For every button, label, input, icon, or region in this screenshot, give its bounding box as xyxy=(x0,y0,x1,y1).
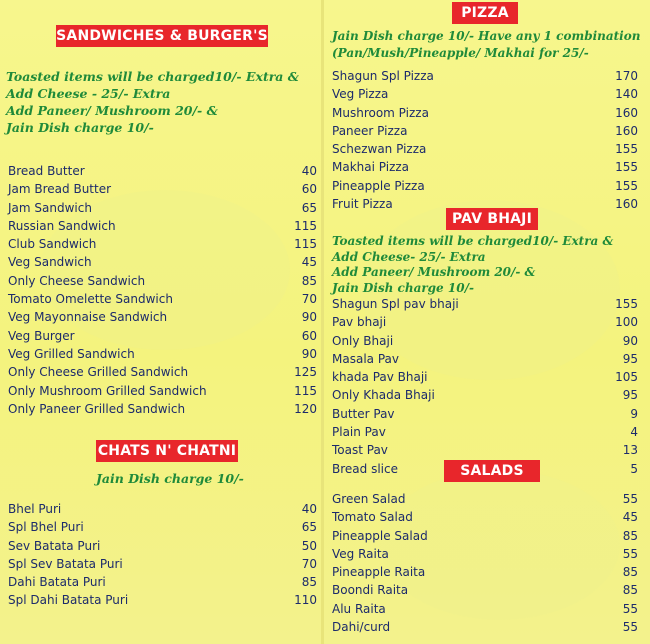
item-price: 55 xyxy=(622,620,638,635)
item-price: 65 xyxy=(301,520,317,535)
menu-item xyxy=(332,563,638,581)
menu-item xyxy=(332,423,638,441)
note-line: Jain Dish charge 10/- xyxy=(6,120,154,135)
item-name: Toast Pav xyxy=(332,443,388,458)
chats-note: Jain Dish charge 10/- xyxy=(96,471,244,486)
item-price: 115 xyxy=(294,218,317,233)
menu-item xyxy=(8,518,317,536)
item-name: Veg Sandwich xyxy=(8,255,92,270)
item-price: 115 xyxy=(294,383,317,398)
item-price: 155 xyxy=(615,142,638,157)
menu-item xyxy=(332,67,638,85)
item-name: Pineapple Raita xyxy=(332,565,426,580)
item-price: 40 xyxy=(301,502,317,516)
item-price: 85 xyxy=(622,583,638,598)
item-price: 160 xyxy=(615,197,638,212)
item-name: Veg Raita xyxy=(332,546,389,561)
menu-item xyxy=(8,235,317,253)
pavbhaji-list xyxy=(332,295,638,478)
item-price: 155 xyxy=(615,297,638,311)
item-name: Only Khada Bhaji xyxy=(332,388,435,403)
menu-item xyxy=(332,158,638,176)
sandwiches-notes xyxy=(6,68,318,136)
pizza-notes xyxy=(332,28,648,62)
item-price: 125 xyxy=(294,365,317,380)
item-price: 120 xyxy=(294,401,317,416)
chats-list xyxy=(8,500,317,610)
item-name: Only Cheese Sandwich xyxy=(8,273,146,288)
item-price: 160 xyxy=(615,105,638,120)
menu-item xyxy=(8,591,317,609)
item-price: 55 xyxy=(622,492,638,506)
item-price: 4 xyxy=(630,425,638,440)
item-name: Pav bhaji xyxy=(332,315,387,330)
menu-item xyxy=(332,581,638,599)
menu-item xyxy=(332,85,638,103)
item-price: 60 xyxy=(301,182,317,197)
item-name: Veg Pizza xyxy=(332,87,389,102)
menu-item xyxy=(8,382,317,400)
item-name: Spl Dahi Batata Puri xyxy=(8,593,129,608)
item-price: 160 xyxy=(615,123,638,138)
item-name: Bread slice xyxy=(332,461,398,476)
item-price: 70 xyxy=(301,292,317,307)
item-name: Boondi Raita xyxy=(332,583,409,598)
menu-item xyxy=(332,140,638,158)
item-price: 85 xyxy=(301,273,317,288)
item-name: Spl Bhel Puri xyxy=(8,520,84,535)
item-price: 170 xyxy=(615,69,638,83)
salads-list xyxy=(332,490,638,636)
note-line: Jain Dish charge 10/- Have any 1 combination xyxy=(332,29,641,43)
item-price: 115 xyxy=(294,237,317,252)
item-name: Shagun Spl pav bhaji xyxy=(332,297,459,311)
note-line: Toasted items will be charged10/- Extra & xyxy=(332,234,614,248)
menu-item xyxy=(332,122,638,140)
note-line: Add Cheese - 25/- Extra xyxy=(6,86,171,101)
item-price: 13 xyxy=(622,443,638,458)
section-header-chats: CHATS N' CHATNI xyxy=(96,440,238,462)
page-divider xyxy=(321,0,324,644)
item-name: khada Pav Bhaji xyxy=(332,370,428,385)
item-price: 85 xyxy=(301,575,317,590)
item-name: Green Salad xyxy=(332,492,406,506)
section-header-pizza: PIZZA xyxy=(452,2,518,24)
item-price: 155 xyxy=(615,160,638,175)
menu-item xyxy=(8,162,317,180)
menu-item xyxy=(8,180,317,198)
menu-item xyxy=(332,313,638,331)
item-price: 65 xyxy=(301,200,317,215)
item-name: Veg Burger xyxy=(8,328,75,343)
item-name: Spl Sev Batata Puri xyxy=(8,556,123,571)
note-line: Add Paneer/ Mushroom 20/- & xyxy=(6,103,218,118)
menu-item xyxy=(8,217,317,235)
menu-item xyxy=(332,600,638,618)
menu-item xyxy=(8,290,317,308)
item-name: Bread Butter xyxy=(8,164,85,178)
item-name: Veg Grilled Sandwich xyxy=(8,346,135,361)
menu-item xyxy=(332,350,638,368)
item-price: 100 xyxy=(615,315,638,330)
item-price: 85 xyxy=(622,528,638,543)
item-price: 105 xyxy=(615,370,638,385)
item-price: 140 xyxy=(615,87,638,102)
item-name: Schezwan Pizza xyxy=(332,142,427,157)
menu-item xyxy=(332,368,638,386)
item-name: Mushroom Pizza xyxy=(332,105,429,120)
menu-item xyxy=(332,490,638,508)
menu-item xyxy=(8,363,317,381)
menu-item xyxy=(332,441,638,459)
menu-item xyxy=(332,104,638,122)
item-price: 55 xyxy=(622,601,638,616)
item-price: 70 xyxy=(301,556,317,571)
pavbhaji-notes xyxy=(332,234,648,296)
menu-item xyxy=(332,527,638,545)
item-name: Jam Sandwich xyxy=(8,200,92,215)
menu-item xyxy=(332,386,638,404)
menu-item xyxy=(8,555,317,573)
menu-item xyxy=(332,332,638,350)
item-name: Jam Bread Butter xyxy=(8,182,112,197)
item-name: Only Mushroom Grilled Sandwich xyxy=(8,383,207,398)
item-name: Tomato Omelette Sandwich xyxy=(8,292,173,307)
section-header-salads: SALADS xyxy=(444,460,540,482)
item-name: Masala Pav xyxy=(332,351,399,366)
menu-item xyxy=(8,537,317,555)
note-line: Jain Dish charge 10/- xyxy=(332,280,474,295)
item-name: Veg Mayonnaise Sandwich xyxy=(8,310,168,325)
item-name: Dahi Batata Puri xyxy=(8,575,106,590)
item-price: 55 xyxy=(622,546,638,561)
note-line: Add Paneer/ Mushroom 20/- & xyxy=(332,265,536,279)
item-name: Russian Sandwich xyxy=(8,218,116,233)
item-name: Dahi/curd xyxy=(332,620,391,635)
item-price: 85 xyxy=(622,565,638,580)
menu-item xyxy=(8,500,317,518)
item-name: Alu Raita xyxy=(332,601,386,616)
menu-item xyxy=(332,618,638,636)
item-name: Plain Pav xyxy=(332,425,386,440)
item-name: Tomato Salad xyxy=(332,510,413,525)
item-name: Shagun Spl Pizza xyxy=(332,69,434,83)
item-price: 5 xyxy=(630,461,638,476)
menu-item xyxy=(332,177,638,195)
item-name: Only Cheese Grilled Sandwich xyxy=(8,365,189,380)
item-name: Fruit Pizza xyxy=(332,197,393,212)
item-name: Paneer Pizza xyxy=(332,123,408,138)
item-price: 45 xyxy=(622,510,638,525)
item-price: 45 xyxy=(301,255,317,270)
menu-item xyxy=(8,199,317,217)
menu-item xyxy=(8,272,317,290)
item-name: Only Paneer Grilled Sandwich xyxy=(8,401,186,416)
item-price: 60 xyxy=(301,328,317,343)
menu-item xyxy=(8,345,317,363)
menu-item xyxy=(8,253,317,271)
item-name: Pineapple Pizza xyxy=(332,178,425,193)
menu-item xyxy=(8,308,317,326)
item-name: Bhel Puri xyxy=(8,502,62,516)
menu-item xyxy=(332,405,638,423)
item-price: 110 xyxy=(294,593,317,608)
pizza-list xyxy=(332,67,638,213)
menu-item xyxy=(332,295,638,313)
item-price: 90 xyxy=(301,346,317,361)
note-line: Toasted items will be charged10/- Extra & xyxy=(6,69,300,84)
item-price: 40 xyxy=(301,164,317,178)
menu-item xyxy=(8,573,317,591)
item-name: Sev Batata Puri xyxy=(8,538,101,553)
item-name: Club Sandwich xyxy=(8,237,97,252)
note-line: (Pan/Mush/Pineapple/ Makhai for 25/- xyxy=(332,46,589,60)
item-price: 155 xyxy=(615,178,638,193)
menu-item xyxy=(332,545,638,563)
note-line: Add Cheese- 25/- Extra xyxy=(332,249,486,264)
item-name: Pineapple Salad xyxy=(332,528,428,543)
item-name: Makhai Pizza xyxy=(332,160,410,175)
item-price: 9 xyxy=(630,406,638,421)
menu-item xyxy=(332,508,638,526)
section-header-pavbhaji: PAV BHAJI xyxy=(446,208,538,230)
item-price: 95 xyxy=(622,388,638,403)
item-price: 90 xyxy=(622,333,638,348)
item-price: 90 xyxy=(301,310,317,325)
menu-item xyxy=(8,327,317,345)
item-name: Butter Pav xyxy=(332,406,395,421)
item-name: Only Bhaji xyxy=(332,333,394,348)
item-price: 50 xyxy=(301,538,317,553)
item-price: 95 xyxy=(622,351,638,366)
sandwiches-list xyxy=(8,162,317,418)
menu-item xyxy=(8,400,317,418)
section-header-sandwiches: SANDWICHES & BURGER'S xyxy=(56,25,268,47)
